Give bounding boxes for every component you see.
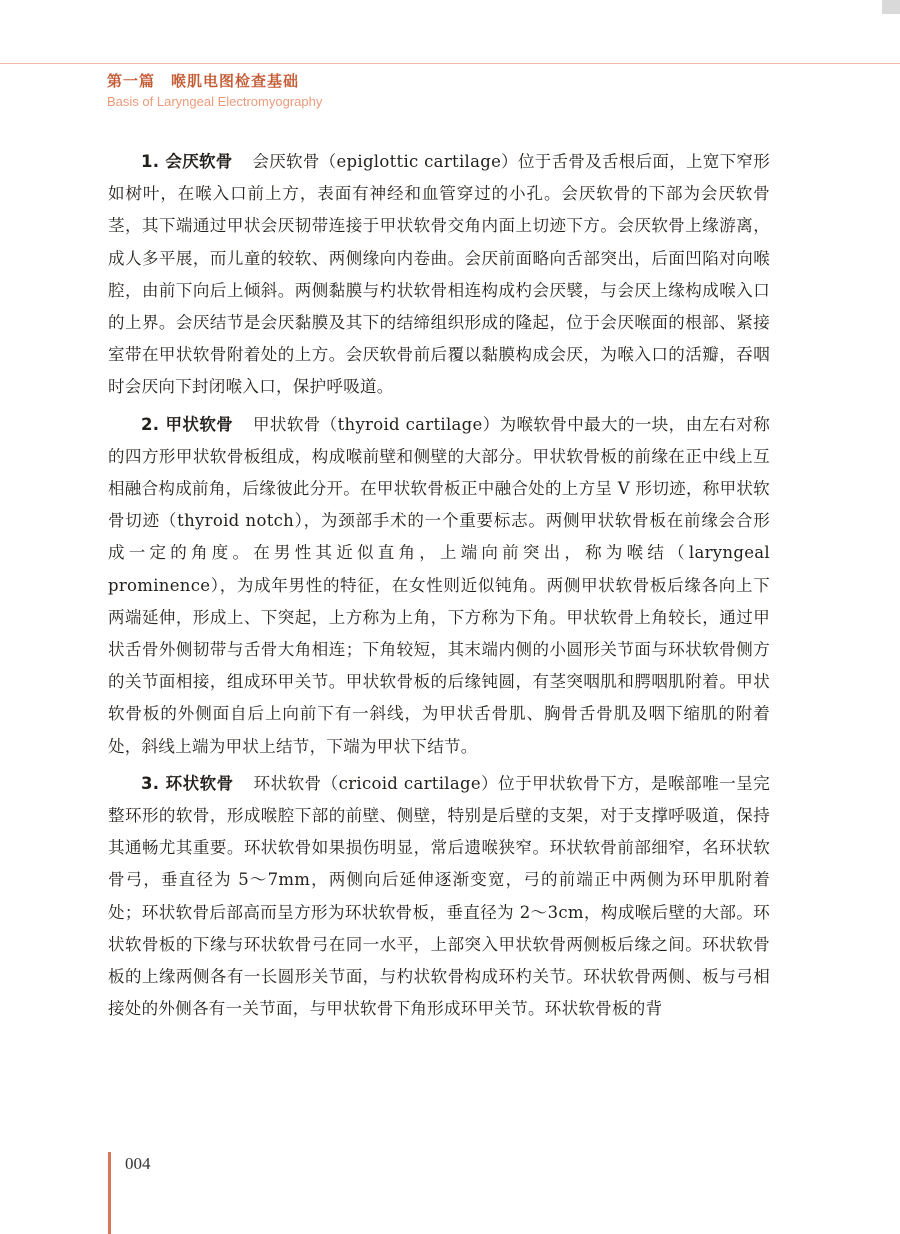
section-body: 甲状软骨（thyroid cartilage）为喉软骨中最大的一块，由左右对称的四方形甲状软骨板组成，构成喉前壁和侧壁的大部分。甲状软骨板的前缘在正中线上互相融合构成前角，后缘彼此分开。在甲状软骨板正中融合处的上方呈 V 形切迹，称甲状软骨切迹（thyroid notch），为颈部手术的一个重要标志。两侧甲状软骨板在前缘会合形成一定的角度。在男性其近似直角，上端向前突出，称为喉结（laryngeal prominence），为成年男性的特征，在女性则近似钝角。两侧甲状软骨板后缘各向上下两端延伸，形成上、下突起，上方称为上角，下方称为下角。甲状软骨上角较长，通过甲状舌骨外侧韧带与舌骨大角相连；下角较短，其末端内侧的小圆形关节面与环状软骨侧方的关节面相接，组成环甲关节。甲状软骨板的后缘钝圆，有茎突咽肌和腭咽肌附着。甲状软骨板的外侧面自后上向前下有一斜线，为甲状舌骨肌、胸骨舌骨肌及咽下缩肌的附着处，斜线上端为甲状上结节，下端为甲状下结节。 — [108, 414, 771, 756]
chapter-title-en: Basis of Laryngeal Electromyography — [107, 94, 323, 109]
section-heading: 2. 甲状软骨 — [141, 414, 234, 434]
section-body: 会厌软骨（epiglottic cartilage）位于舌骨及舌根后面，上宽下窄形如树叶，在喉入口前上方，表面有神经和血管穿过的小孔。会厌软骨的下部为会厌软骨茎，其下端通过甲状会厌韧带连接于甲状软骨交角内面上切迹下方。会厌软骨上缘游离，成人多平展，而儿童的较软、两侧缘向内卷曲。会厌前面略向舌部突出，后面凹陷对向喉腔，由前下向后上倾斜。两侧黏膜与杓状软骨相连构成杓会厌襞，与会厌上缘构成喉入口的上界。会厌结节是会厌黏膜及其下的结缔组织形成的隆起，位于会厌喉面的根部、紧接室带在甲状软骨附着处的上方。会厌软骨前后覆以黏膜构成会厌，为喉入口的活瓣，吞咽时会厌向下封闭喉入口，保护呼吸道。 — [108, 152, 771, 397]
body-text — [108, 146, 770, 1030]
section-heading: 3. 环状软骨 — [141, 773, 234, 793]
footer-rule — [108, 1152, 111, 1234]
chapter-title-cn: 第一篇 喉肌电图检查基础 — [107, 72, 300, 90]
corner-crop-mark — [882, 0, 900, 14]
page-number: 004 — [125, 1154, 151, 1173]
section-heading: 1. 会厌软骨 — [141, 152, 233, 171]
running-header — [107, 71, 322, 111]
paragraph-epiglottis — [108, 146, 770, 404]
section-body: 环状软骨（cricoid cartilage）位于甲状软骨下方，是喉部唯一呈完整环形的软骨，形成喉腔下部的前壁、侧壁，特别是后壁的支架，对于支撑呼吸道，保持其通畅尤其重要。环状软骨如果损伤明显，常后遗喉狭窄。环状软骨前部细窄，名环状软骨弓，垂直径为 5～7mm，两侧向后延伸逐渐变宽，弓的前端正中两侧为环甲肌附着处；环状软骨后部高而呈方形为环状软骨板，垂直径为 2～3cm，构成喉后壁的大部。环状软骨板的下缘与环状软骨弓在同一水平，上部突入甲状软骨两侧板后缘之间。环状软骨板的上缘两侧各有一长圆形关节面，与杓状软骨构成环杓关节。环状软骨两侧、板与弓相接处的外侧各有一关节面，与甲状软骨下角形成环甲关节。环状软骨板的背 — [108, 773, 771, 1019]
paragraph-thyroid — [108, 409, 770, 763]
header-rule — [0, 63, 900, 64]
paragraph-cricoid — [108, 768, 770, 1026]
